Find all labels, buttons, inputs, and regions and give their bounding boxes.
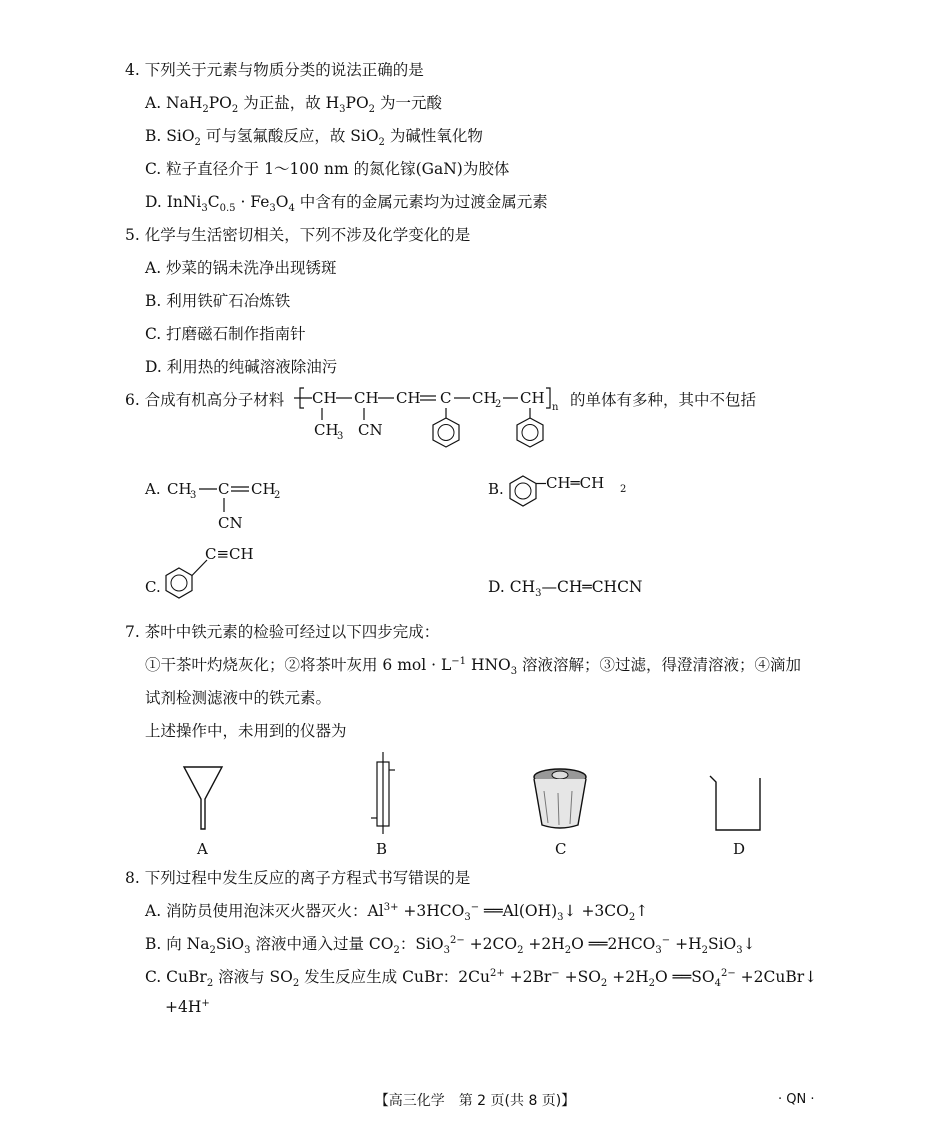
q4-option-a: A. $NaH_2PO_2$ 为正盐，故 $H_3PO_2$ 为一元酸: [145, 94, 442, 116]
instrument-label-b: B: [376, 840, 388, 858]
q6-stem-tail: 的单体有多种，其中不包括: [570, 391, 757, 409]
poly-ch1: CH: [312, 389, 337, 407]
svg-text:2: 2: [274, 490, 281, 501]
condenser-icon: [368, 750, 398, 836]
svg-text:CH═CH: CH═CH: [546, 474, 605, 492]
poly-ch3: CH: [396, 389, 421, 407]
q8-option-b: B. 向 $Na_2SiO_3$ 溶液中通入过量 $CO_2$：$SiO_3^{2-} +2CO_2 +2H_2O$ $══2HCO_3^-$ $+H_2SiO_3↓$: [145, 934, 756, 957]
poly-ch2: CH: [472, 389, 497, 407]
svg-text:C.: C.: [145, 578, 161, 596]
benzene-ring-icon: [517, 418, 543, 447]
benzene-ring-icon: [510, 476, 536, 506]
svg-text:CH: CH: [167, 480, 192, 498]
svg-text:CN: CN: [218, 514, 243, 532]
q5-option-c: C. 打磨磁石制作指南针: [145, 325, 306, 343]
q4-stem: 4. 下列关于元素与物质分类的说法正确的是: [125, 61, 424, 79]
q5-option-b: B. 利用铁矿石冶炼铁: [145, 292, 291, 310]
benzene-ring-icon: [433, 418, 459, 447]
q8-option-a: A. 消防员使用泡沫灭火器灭火：$Al^{3+} +3HCO_3^-$ $══Al(OH)_3↓$ $+3CO_2↑$: [145, 901, 649, 924]
page-mark: · QN ·: [778, 1092, 815, 1107]
q6-option-d: D. $CH_3—CH═CHCN$: [488, 578, 643, 600]
q6-option-a: [145, 478, 305, 538]
svg-text:C: C: [218, 480, 230, 498]
poly-c: C: [440, 389, 452, 407]
poly-sub3: 3: [337, 431, 344, 442]
q8-option-c: C. CuBr$_2$ 溶液与 $SO_2$ 发生反应生成 CuBr：$2Cu^{2+} +2Br^- +SO_2 +2H_2O$ $══SO_4^{2-}$ +2CuBr↓: [145, 967, 818, 990]
svg-text:2: 2: [620, 484, 627, 495]
q5-option-a: A. 炒菜的锅未洗净出现锈斑: [145, 259, 337, 277]
q4-option-b: B. SiO$_2$ 可与氢氟酸反应，故 SiO$_2$ 为碱性氧化物: [145, 127, 483, 149]
beaker-icon: [706, 774, 766, 834]
q7-line1: ①干茶叶灼烧灰化；②将茶叶灰用 6 mol · $L^{-1}$ $HNO_3$ 溶液溶解；③过滤，得澄清溶液；④滴加: [145, 655, 802, 678]
q6-option-c: [145, 542, 285, 608]
poly-ch3-sub: CH: [314, 421, 339, 439]
q5-option-d: D. 利用热的纯碱溶液除油污: [145, 358, 338, 376]
page-footer: 【高三化学 第 2 页(共 8 页)】: [374, 1093, 576, 1109]
crucible-icon: [528, 767, 592, 831]
q7-line2: 试剂检测滤液中的铁元素。: [145, 689, 332, 707]
svg-text:CH: CH: [251, 480, 276, 498]
poly-n: n: [552, 402, 559, 413]
funnel-icon: [180, 765, 226, 833]
svg-text:A.: A.: [145, 480, 161, 498]
benzene-ring-icon: [166, 568, 192, 598]
svg-text:C≡CH: C≡CH: [205, 545, 254, 563]
poly-sub2: 2: [495, 399, 502, 410]
q5-stem: 5. 化学与生活密切相关，下列不涉及化学变化的是: [125, 226, 471, 244]
q7-stem: 7. 茶叶中铁元素的检验可经过以下四步完成：: [125, 623, 440, 641]
polymer-structure: [290, 380, 570, 460]
poly-ch2: CH: [354, 389, 379, 407]
q8-option-c-cont: +4H+: [165, 997, 210, 1016]
instrument-label-a: A: [197, 840, 208, 858]
q8-stem: 8. 下列过程中发生反应的离子方程式书写错误的是: [125, 869, 471, 887]
q4-option-d: D. $InNi_3C_{0.5} \cdot Fe_3O_4$ 中含有的金属元素均为过渡金属元素: [145, 193, 548, 215]
q4-option-c: C. 粒子直径介于 1～100 nm 的氮化镓(GaN)为胶体: [145, 160, 510, 178]
q6-option-b: [488, 468, 648, 508]
poly-cn: CN: [358, 421, 383, 439]
svg-text:B.: B.: [488, 480, 504, 498]
q6-stem: 6. 合成有机高分子材料: [125, 391, 285, 409]
q7-line3: 上述操作中，未用到的仪器为: [145, 722, 347, 740]
instrument-label-c: C: [555, 840, 567, 858]
poly-ch4: CH: [520, 389, 545, 407]
svg-text:3: 3: [190, 490, 197, 501]
instrument-label-d: D: [733, 840, 746, 858]
